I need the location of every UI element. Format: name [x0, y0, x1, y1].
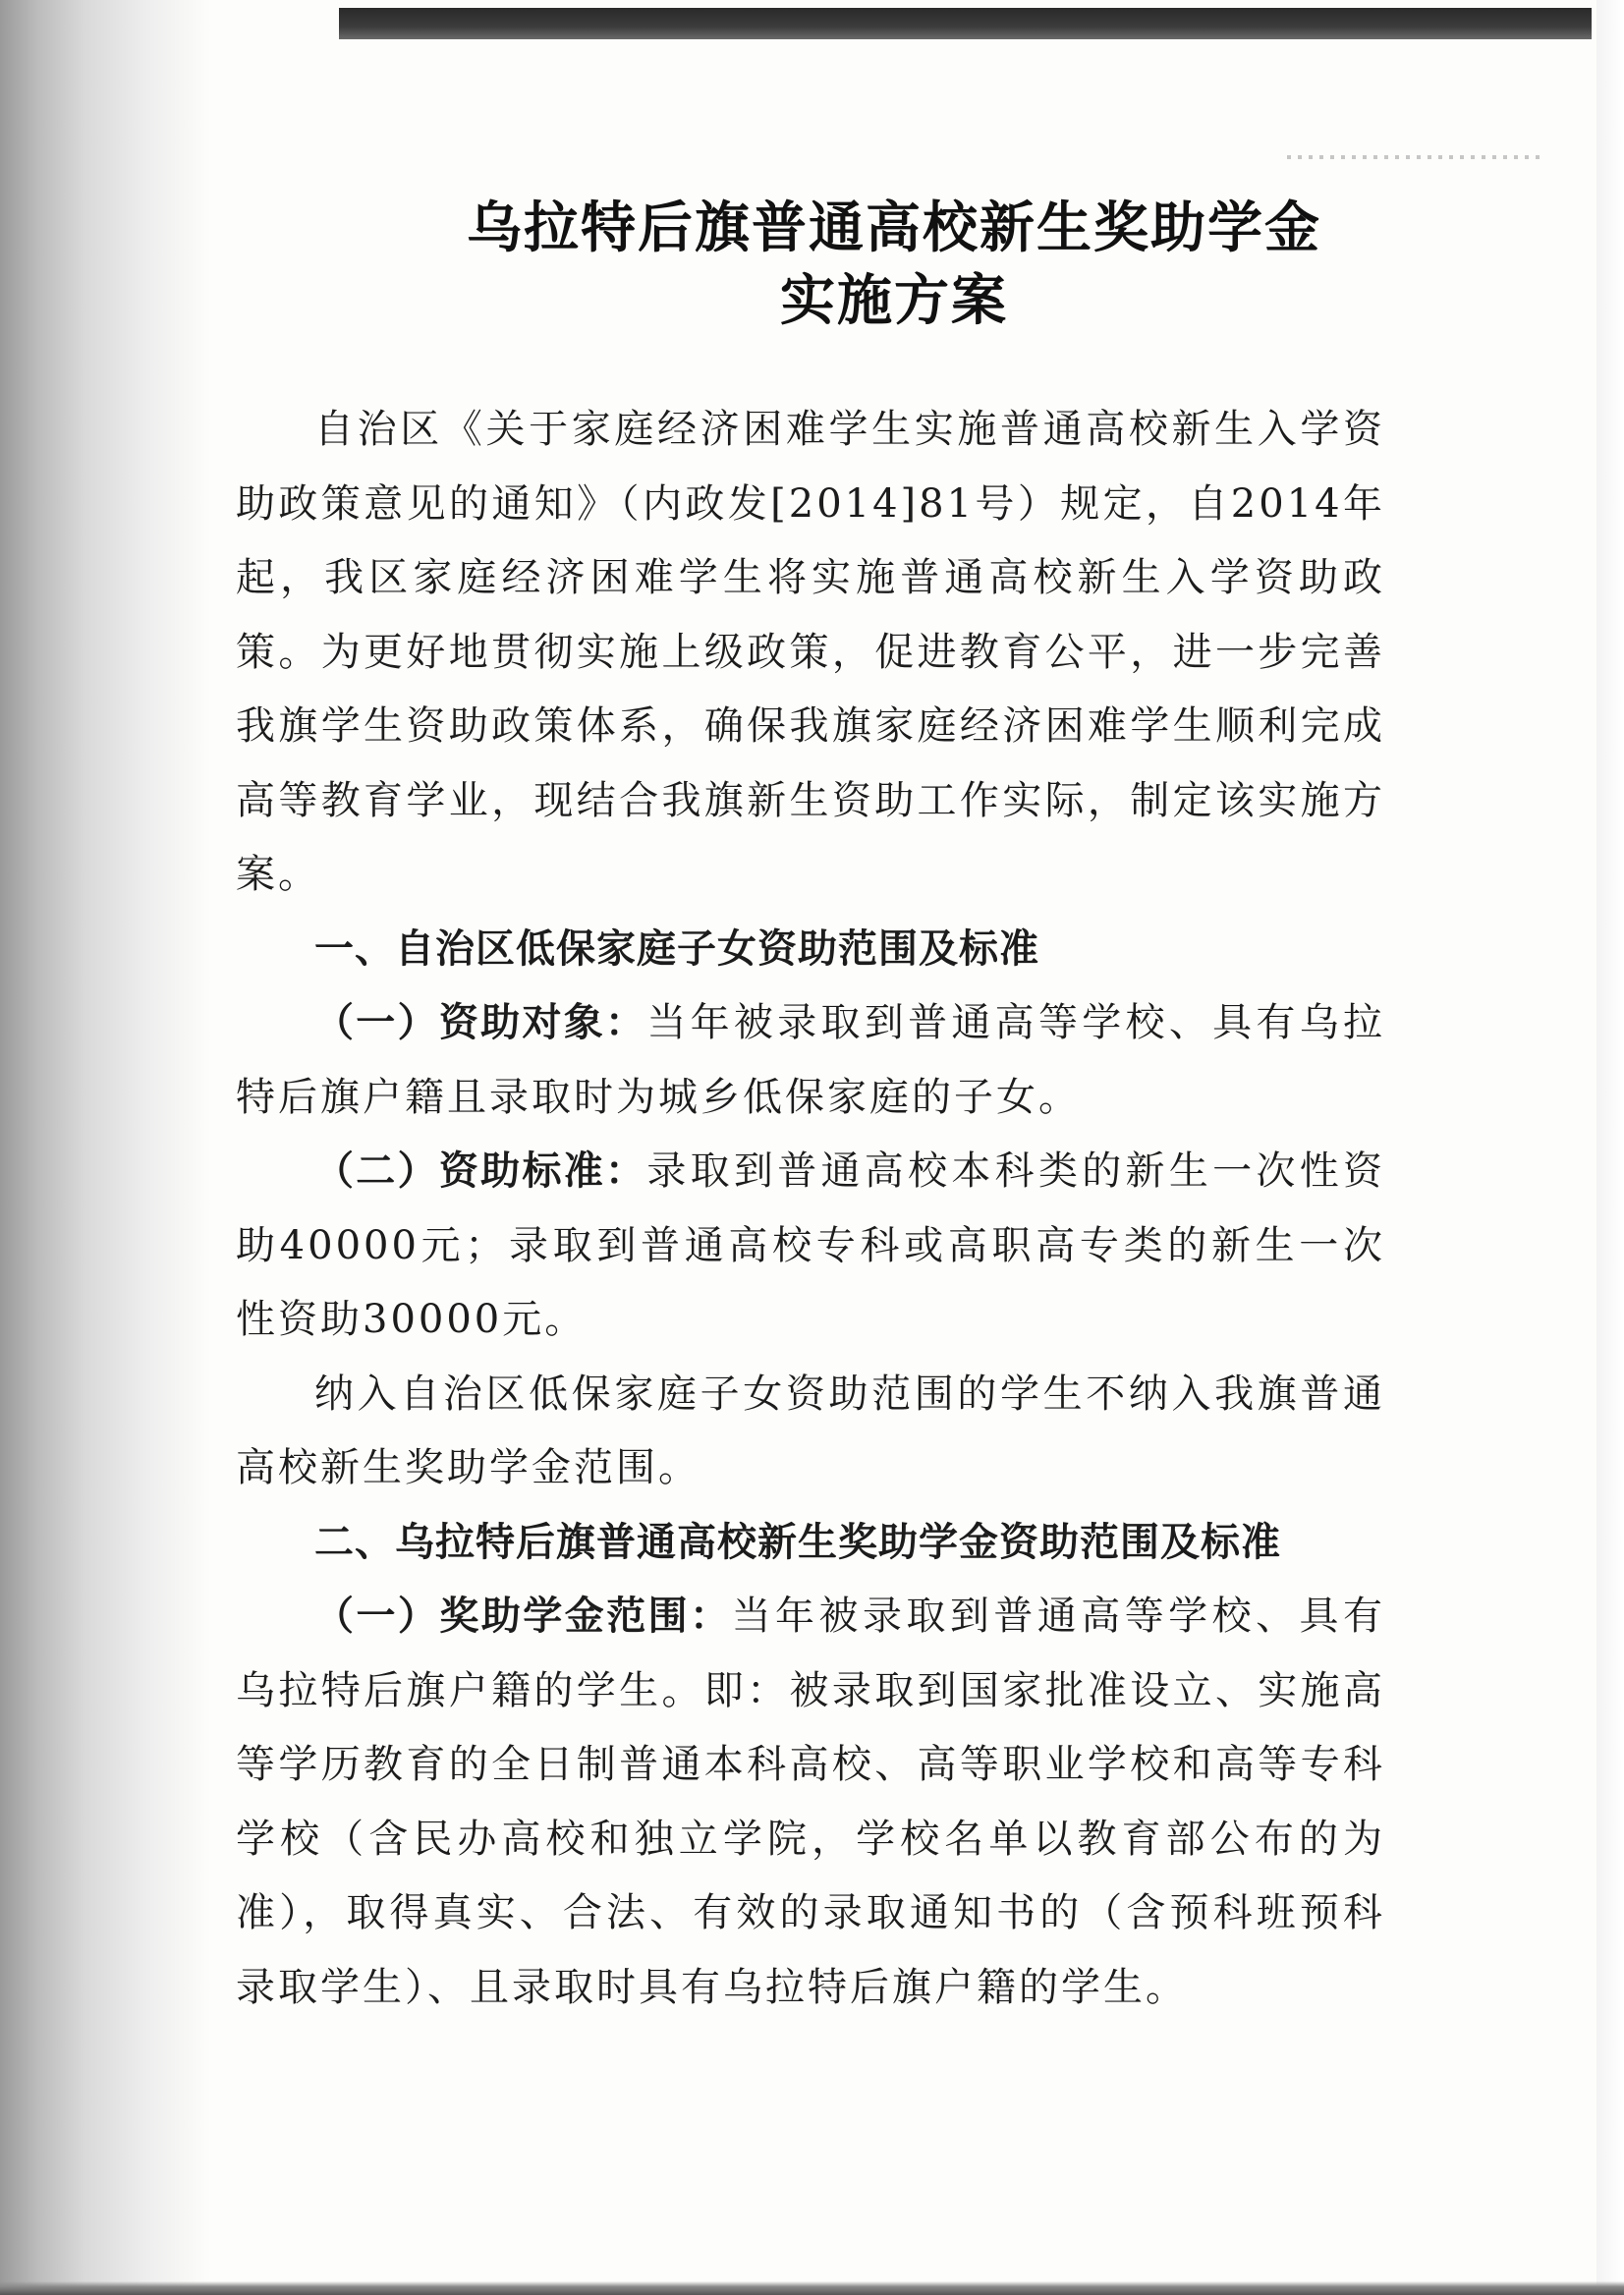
intro-paragraph: 自治区《关于家庭经济困难学生实施普通高校新生入学资助政策意见的通知》（内政发[2014]81号）规定，自2014年起，我区家庭经济困难学生将实施普通高校新生入学资助政策。为更好地贯彻实施上级政策，促进教育公平，进一步完善我旗学生资助政策体系，确保我旗家庭经济困难学生顺利完成高等教育学业，现结合我旗新生资助工作实际，制定该实施方案。	[236, 407, 1385, 897]
document-title-line-2: 实施方案	[780, 269, 1008, 333]
section-1-note: 纳入自治区低保家庭子女资助范围的学生不纳入我旗普通高校新生奖助学金范围。	[236, 1371, 1385, 1490]
scan-bottom-edge	[0, 2281, 1624, 2295]
section-1-item-1-text: 当年被录取到普通高等学校、具有乌拉特后旗户籍且录取时为城乡低保家庭的子女。	[236, 1000, 1386, 1120]
document-body	[236, 393, 1385, 2025]
section-2-item-1-text: 当年被录取到普通高等学校、具有乌拉特后旗户籍的学生。即：被录取到国家批准设立、实施高等学历教育的全日制普通本科高校、高等职业学校和高等专科学校（含民办高校和独立学院，学校名单以教育部公布的为准），取得真实、合法、有效的录取通知书的（含预科班预科录取学生）、且录取时具有乌拉特后旗户籍的学生。	[236, 1594, 1386, 2010]
section-2-item-1	[236, 1580, 1385, 2025]
scan-right-edge	[1596, 0, 1624, 2295]
section-1-item-2-label: （二）资助标准：	[314, 1148, 647, 1194]
binding-shadow	[0, 0, 211, 2295]
section-2-heading: 二、乌拉特后旗普通高校新生奖助学金资助范围及标准	[314, 1519, 1281, 1565]
section-1-item-2-text: 录取到普通高校本科类的新生一次性资助40000元；录取到普通高校专科或高职高专类的新生一次性资助30000元。	[236, 1148, 1386, 1342]
section-1-item-1	[236, 986, 1385, 1135]
scan-top-edge	[339, 8, 1592, 39]
scan-artifact	[1287, 155, 1542, 159]
section-1-item-2	[236, 1135, 1385, 1358]
document-title-line-1: 乌拉特后旗普通高校新生奖助学金	[467, 196, 1321, 260]
section-2-item-1-label: （一）奖助学金范围：	[314, 1594, 732, 1639]
section-1-heading: 一、自治区低保家庭子女资助范围及标准	[314, 925, 1039, 972]
section-1-item-1-label: （一）资助对象：	[314, 1000, 647, 1045]
